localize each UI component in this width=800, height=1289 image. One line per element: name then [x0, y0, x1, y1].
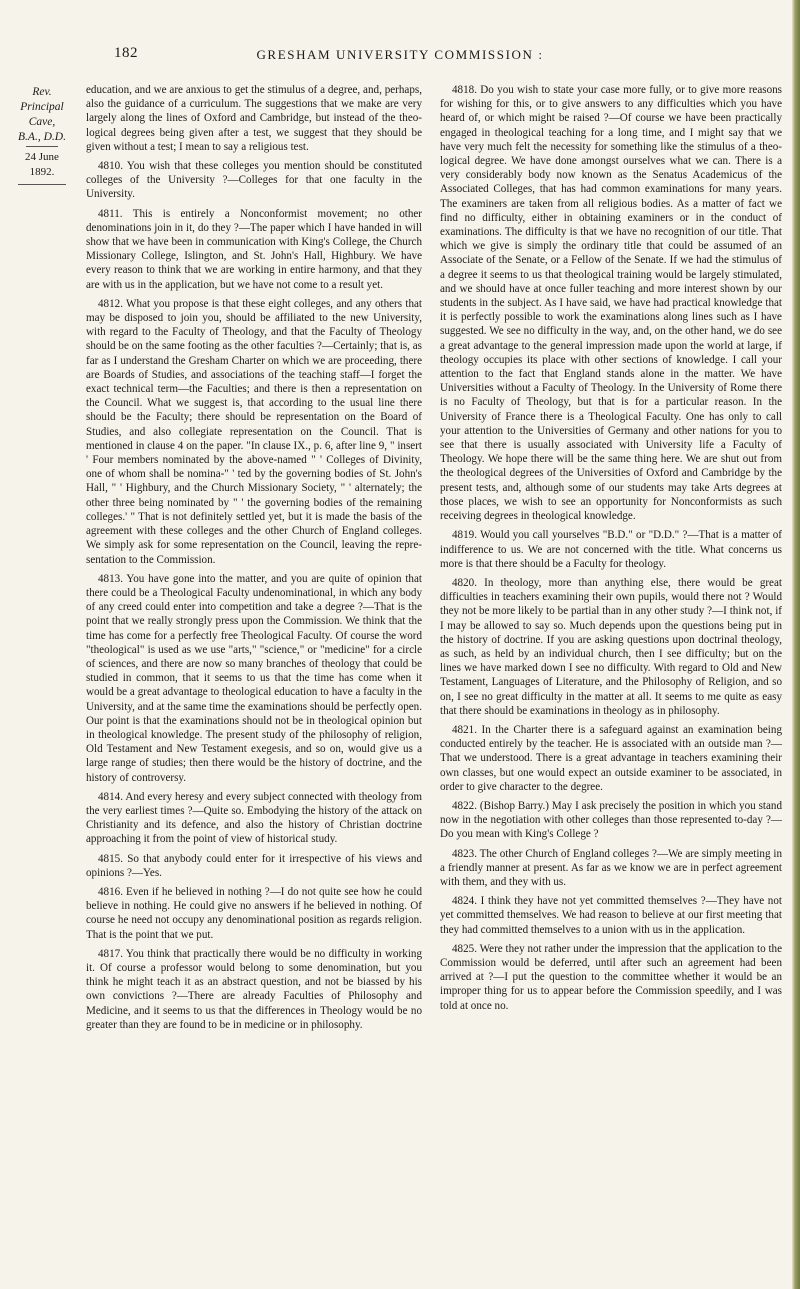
- paragraph: 4814. And every heresy and every subject connected with theology from the very earliest times ?—Quite so. Embodying the history of the attack on Christianity and its defence, and also the history of Christian doctrine approaching it from the point of view of historical study.: [86, 790, 422, 846]
- paragraph: 4821. In the Charter there is a safeguard against an examination being conducted entirely by the teacher. He is associated with an outside man ?—That we understood. There is a great advantage in teachers examining their own classes, but one would expect an outside examiner to be associated, in order to give character to the degree.: [440, 723, 782, 793]
- paragraph: 4822. (Bishop Barry.) May I ask precisely the position in which you stand now in the negotiation with other colleges than those represented to-day ?—Do you mean with King's College ?: [440, 799, 782, 841]
- divider: [18, 184, 66, 185]
- paragraph: 4810. You wish that these colleges you mention should be constituted colleges of the University ?—Colleges for that one faculty in the University.: [86, 160, 422, 201]
- paragraph: 4820. In theology, more than anything else, there would be great difficulties in teachers examining their own pupils, would there not ? Would they not be more likely to be partial than in any other study ?—I think not, if I may be allowed to say so. Much depends upon the questions being put in the history of doctrine. If you are asking questions upon doctrinal theology, as such, as held by an individual church, then I see difficulty; but on the lines we have marked down I see no difficulty. With regard to Old and New Testament, Languages of Literature, and the Philosophy of Religion, and so on, I see no great difficulty in the matter at all. It seems to me quite as easy that there should be examinations in theology as in philosophy.: [440, 576, 782, 717]
- page-number: 182: [114, 45, 138, 61]
- right-column: [440, 83, 782, 1018]
- page-edge-shadow: [792, 0, 800, 1289]
- paragraph: 4824. I think they have not yet committed themselves ?—They have not yet committed themselves. We had reason to believe at our first meeting that they had committed themselves to a union with us in the application.: [440, 895, 782, 936]
- paragraph: 4818. Do you wish to state your case more fully, or to give more reasons for wishing for this, or to give answers to any difficulties which you have heard of, or which might be raised ?—Of course we have been practically engaged in theological teaching for a long time, and I might say that we have very much felt the necessity for something like the stimulus of a theological degree. We have done amongst ourselves what we can. There is a very considerably body now known as the Senatus Academicus of the Associated Colleges, that has had common examinations for many years. The examiners are taken from all religious bodies. As a matter of fact we find no difficulty, either in obtaining examiners or in the conduct of examinations. The difficulty is that we have no recognition of our title. That which we give is simply the ordinary title that could be assumed of an Associate of the Senate, or a Fellow of the Senate. If we had the stimulus of a degree it seems to us that theological training would be largely stimulated, and we should have at once fuller teaching and more interest shown by our students in the subject. As I have said, we have had practical knowledge that it is perfectly possible to work the examinations along lines such as I have suggested. We see no difficulty in the way, and, on the other hand, we do see a great advantage to the general impression made upon the world at large, if theology occupies its place with other sections of knowledge. I call your attention to the fact that England stands alone in the matter. We have Universities without a Faculty of Theology. In the University of Rome there is no Faculty of Theology, but that is for a particular reason. In the University of France there is a Theological Faculty. One has only to call your attention to the Universities of Germany and other nations for you to see that there is usually associated with University life a Faculty of Theology. We hope there will be the same thing here. We are shut out from the theological degrees of the Universities of Oxford and Cambridge by the present tests, and, although some of our students may take Arts degrees at those places, we wish to see an opportunity for Nonconformists as such receiving degrees in theological knowledge.: [440, 84, 782, 523]
- witness-name: Rev. Principal Cave, B.A., D.D.: [18, 86, 66, 143]
- paragraph: 4815. So that anybody could enter for it irrespective of his views and opinions ?—Yes.: [86, 852, 422, 879]
- paragraph: 4825. Were they not rather under the impression that the application to the Commission would be deferred, until after such an agreement had been arrived at ?—I put the question to the committee whether it would be an improper thing for us to appear before the Commission speedily, and I was told at once no.: [440, 942, 782, 1012]
- paragraph: 4812. What you propose is that these eight colleges, and any others that may be disposed to join you, should be affiliated to the new University, with regard to the Faculty of Theology, and that the Faculty of Theology should be on the same footing as the other faculties ?—Certainly; that is, as far as I understand the Gresham Charter on which we are proceeding, there are Boards of Studies, and associations of the teaching staff—I forget the exact technical term—the Faculties; and there is then a representation on the Council. What we suggest is, that according to the usual line there should be the Faculty; there should be representation on the Board of Studies, and also collegiate representation on the Council. That is mentioned in clause 4 on the paper. "In clause IX., p. 6, after line 9, " insert ' Four members nominated by the above-named " ' Colleges of Divinity, one of whom shall be nomina-" ' ted by the governing bodies of St. John's Hall, " ' Highbury, and the Church Missionary Society, " ' alternately; the other three being nominated by " ' the governing bodies of the remaining colleges.' " That is not definitely settled yet, but it is made the basis of the agreement with these colleges and the other Church of England colleges. We simply ask for some representation on the Council, leaving the representation to the Commission.: [86, 297, 422, 566]
- paragraph: 4823. The other Church of England colleges ?—We are simply meeting in a friendly manner at present. As far as we know we are in perfect agreement with them, and they with us.: [440, 847, 782, 888]
- running-title: GRESHAM UNIVERSITY COMMISSION :: [256, 47, 544, 62]
- witness-margin-note: [16, 85, 68, 185]
- left-column: [86, 83, 422, 1037]
- paragraph: 4816. Even if he believed in nothing ?—I do not quite see how he could believe in nothing. He could give no answers if he believed in nothing. Of course he need not occupy any denominational position as regards religion. That is the point that we put.: [86, 885, 422, 941]
- paragraph: 4819. Would you call yourselves "B.D." or "D.D." ?—That is a matter of indifference to us. We are not concerned with the title. What concerns us more is that there should be a Faculty for theology.: [440, 529, 782, 570]
- divider: [26, 146, 58, 147]
- paragraph: 4813. You have gone into the matter, and you are quite of opinion that there could be a Theological Faculty undenominational, in which any body of any creed could enter into competition and take a degree ?—That is the point that we really strongly press upon the Commission. We think that the time has come for a perfectly free Theological Faculty. Of course the word "theological" is used as we use "arts," "science," or "medicine" for a circle of sciences, and there are now so many branches of theology that could be studied in common, that it seems to us that the time has come when it would be a great advantage to theological education to have a faculty in the University, and at the same time the examinations should be perfectly open. Our point is that the examinations should not be in theological opinion but in theological knowledge. The present study of the philosophy of religion, Old Testament and New Testament exegesis, and so on, would give us a large range of studies; then there would be the history of doctrine, and the history of controversy.: [86, 572, 423, 784]
- witness-date: 24 June 1892.: [25, 151, 59, 178]
- paragraph: education, and we are anxious to get the stimulus of a degree, and, perhaps, also the guidance of a curriculum. The suggestions that we make are very largely along the lines of Oxford and Cambridge, but instead of the theological degrees being given after a test, we suggest that they should be given without a test; I mean to say a religious test.: [86, 84, 422, 153]
- paragraph: 4811. This is entirely a Nonconformist movement; no other denominations join in it, do they ?—The paper which I have handed in will show that we have been in communication with King's College, the Church Missionary College, Islington, and St. John's Hall, Highbury. We have every reason to think that we are working in entire harmony, and that they are with us in the application, but we have not come to a result yet.: [86, 207, 422, 291]
- page-header: [0, 45, 800, 65]
- paragraph: 4817. You think that practically there would be no difficulty in working it. Of course a professor would belong to some denomination, but you think he might teach it as an abstract question, and not be biassed by his own convictions ?—There are already Faculties of Philosophy and Medicine, and it seems to us that the differences in Theology would be no greater than they are found to be in medicine or in philosophy.: [86, 947, 422, 1031]
